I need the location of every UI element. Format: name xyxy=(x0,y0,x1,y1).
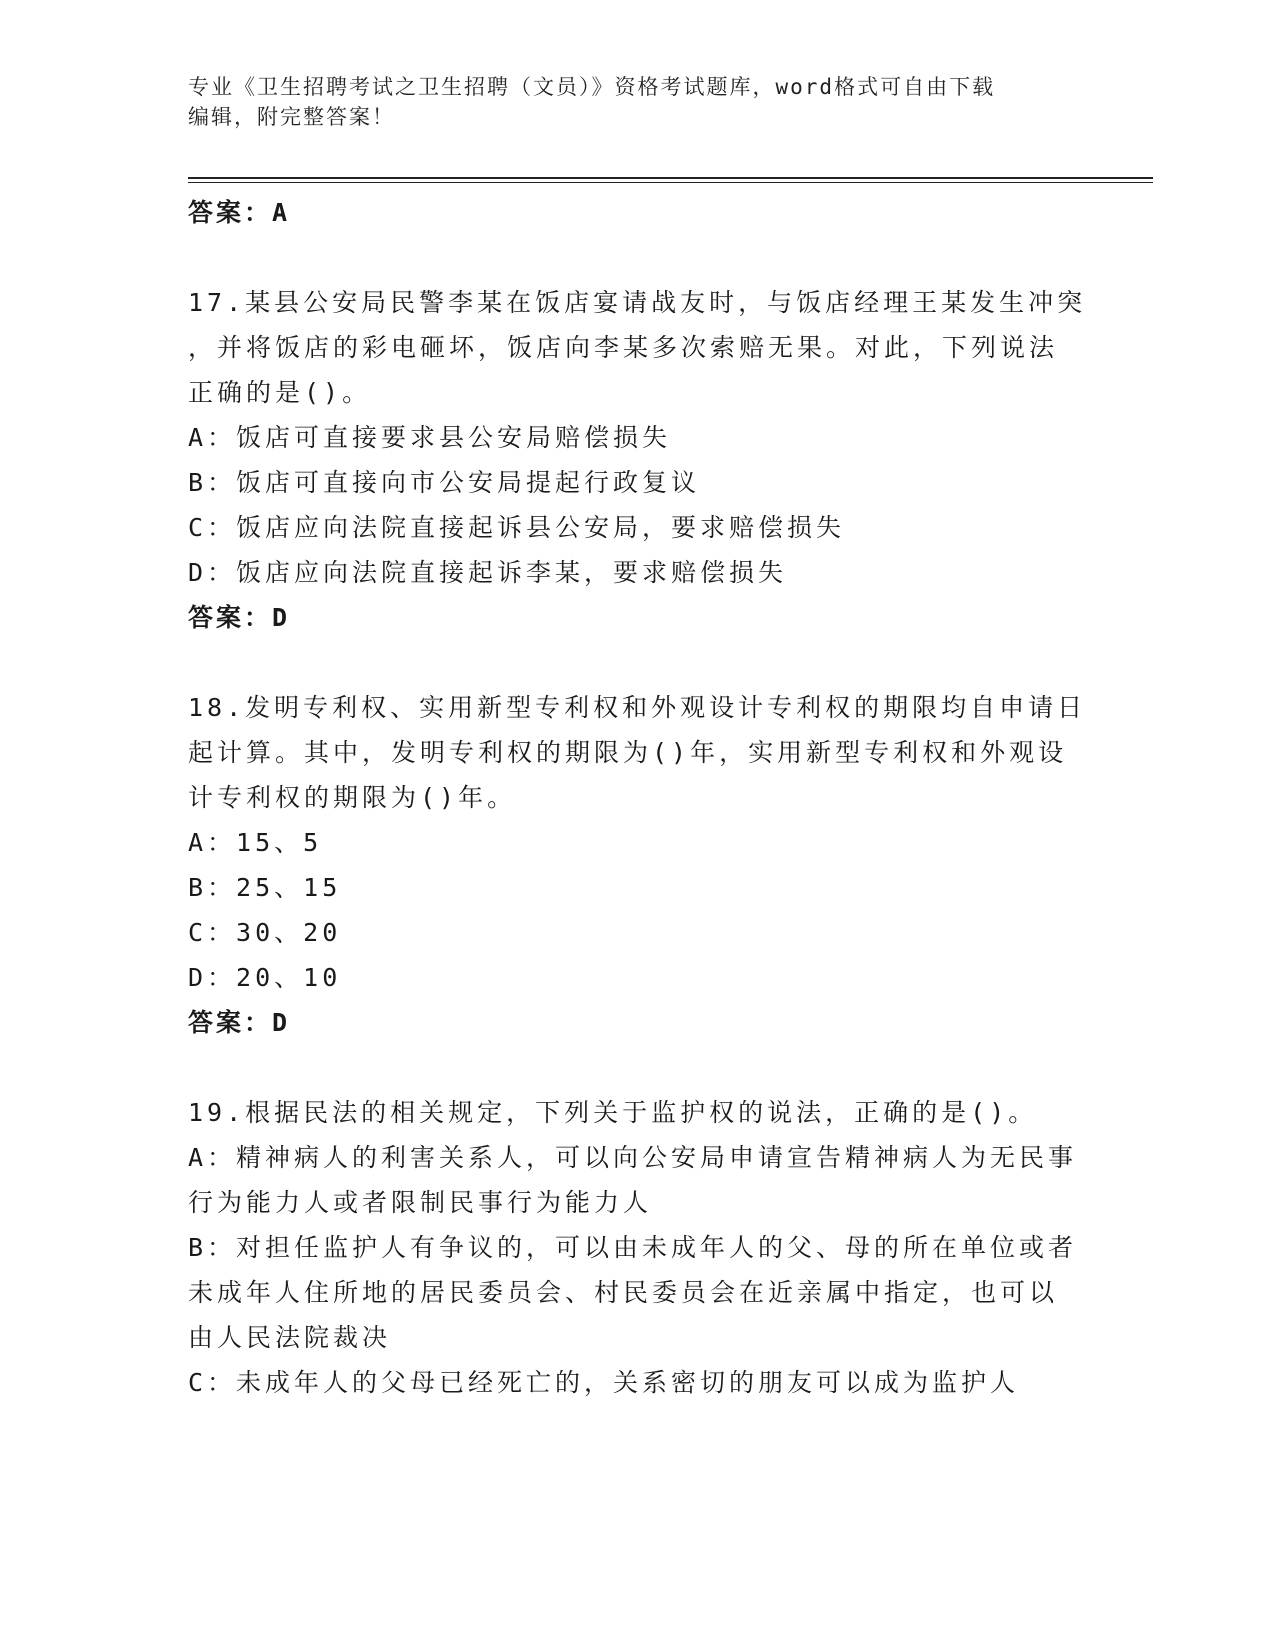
question-stem-line: 正确的是()。 xyxy=(188,378,372,407)
option-c: C：未成年人的父母已经死亡的，关系密切的朋友可以成为监护人 xyxy=(188,1368,1020,1397)
option-c: C：饭店应向法院直接起诉县公安局，要求赔偿损失 xyxy=(188,513,846,542)
question-19 xyxy=(188,1090,1088,1405)
question-stem-line: ，并将饭店的彩电砸坏，饭店向李某多次索赔无果。对此，下列说法 xyxy=(188,333,1059,362)
option-b: B：对担任监护人有争议的，可以由未成年人的父、母的所在单位或者 xyxy=(188,1233,1078,1262)
option-a: A：精神病人的利害关系人，可以向公安局申请宣告精神病人为无民事 xyxy=(188,1143,1078,1172)
option-a-continued: 行为能力人或者限制民事行为能力人 xyxy=(188,1188,653,1217)
option-a: A：15、5 xyxy=(188,828,323,857)
option-d: D：20、10 xyxy=(188,963,342,992)
question-stem-line: 17.某县公安局民警李某在饭店宴请战友时，与饭店经理王某发生冲突 xyxy=(188,288,1087,317)
previous-answer: 答案：A xyxy=(188,198,291,227)
question-17 xyxy=(188,280,1088,640)
question-stem-line: 计专利权的期限为()年。 xyxy=(188,783,517,812)
option-d: D：饭店应向法院直接起诉李某，要求赔偿损失 xyxy=(188,558,788,587)
question-answer: 答案：D xyxy=(188,1008,291,1037)
header-line-1: 专业《卫生招聘考试之卫生招聘（文员）》资格考试题库，word格式可自由下载 xyxy=(188,75,996,99)
option-b: B：25、15 xyxy=(188,873,342,902)
option-b: B：饭店可直接向市公安局提起行政复议 xyxy=(188,468,701,497)
option-c: C：30、20 xyxy=(188,918,342,947)
page-header xyxy=(188,72,1068,132)
question-stem-line: 18.发明专利权、实用新型专利权和外观设计专利权的期限均自申请日 xyxy=(188,693,1087,722)
question-18 xyxy=(188,685,1088,1045)
question-list xyxy=(188,190,1088,1405)
option-a: A：饭店可直接要求县公安局赔偿损失 xyxy=(188,423,672,452)
option-b-continued: 由人民法院裁决 xyxy=(188,1323,392,1352)
question-stem-line: 19.根据民法的相关规定，下列关于监护权的说法，正确的是()。 xyxy=(188,1098,1038,1127)
header-rule-thin xyxy=(188,182,1153,183)
header-rule-thick xyxy=(188,177,1153,179)
question-stem-line: 起计算。其中，发明专利权的期限为()年，实用新型专利权和外观设 xyxy=(188,738,1068,767)
question-answer: 答案：D xyxy=(188,603,291,632)
header-line-2: 编辑，附完整答案！ xyxy=(188,105,395,129)
option-b-continued: 未成年人住所地的居民委员会、村民委员会在近亲属中指定，也可以 xyxy=(188,1278,1059,1307)
